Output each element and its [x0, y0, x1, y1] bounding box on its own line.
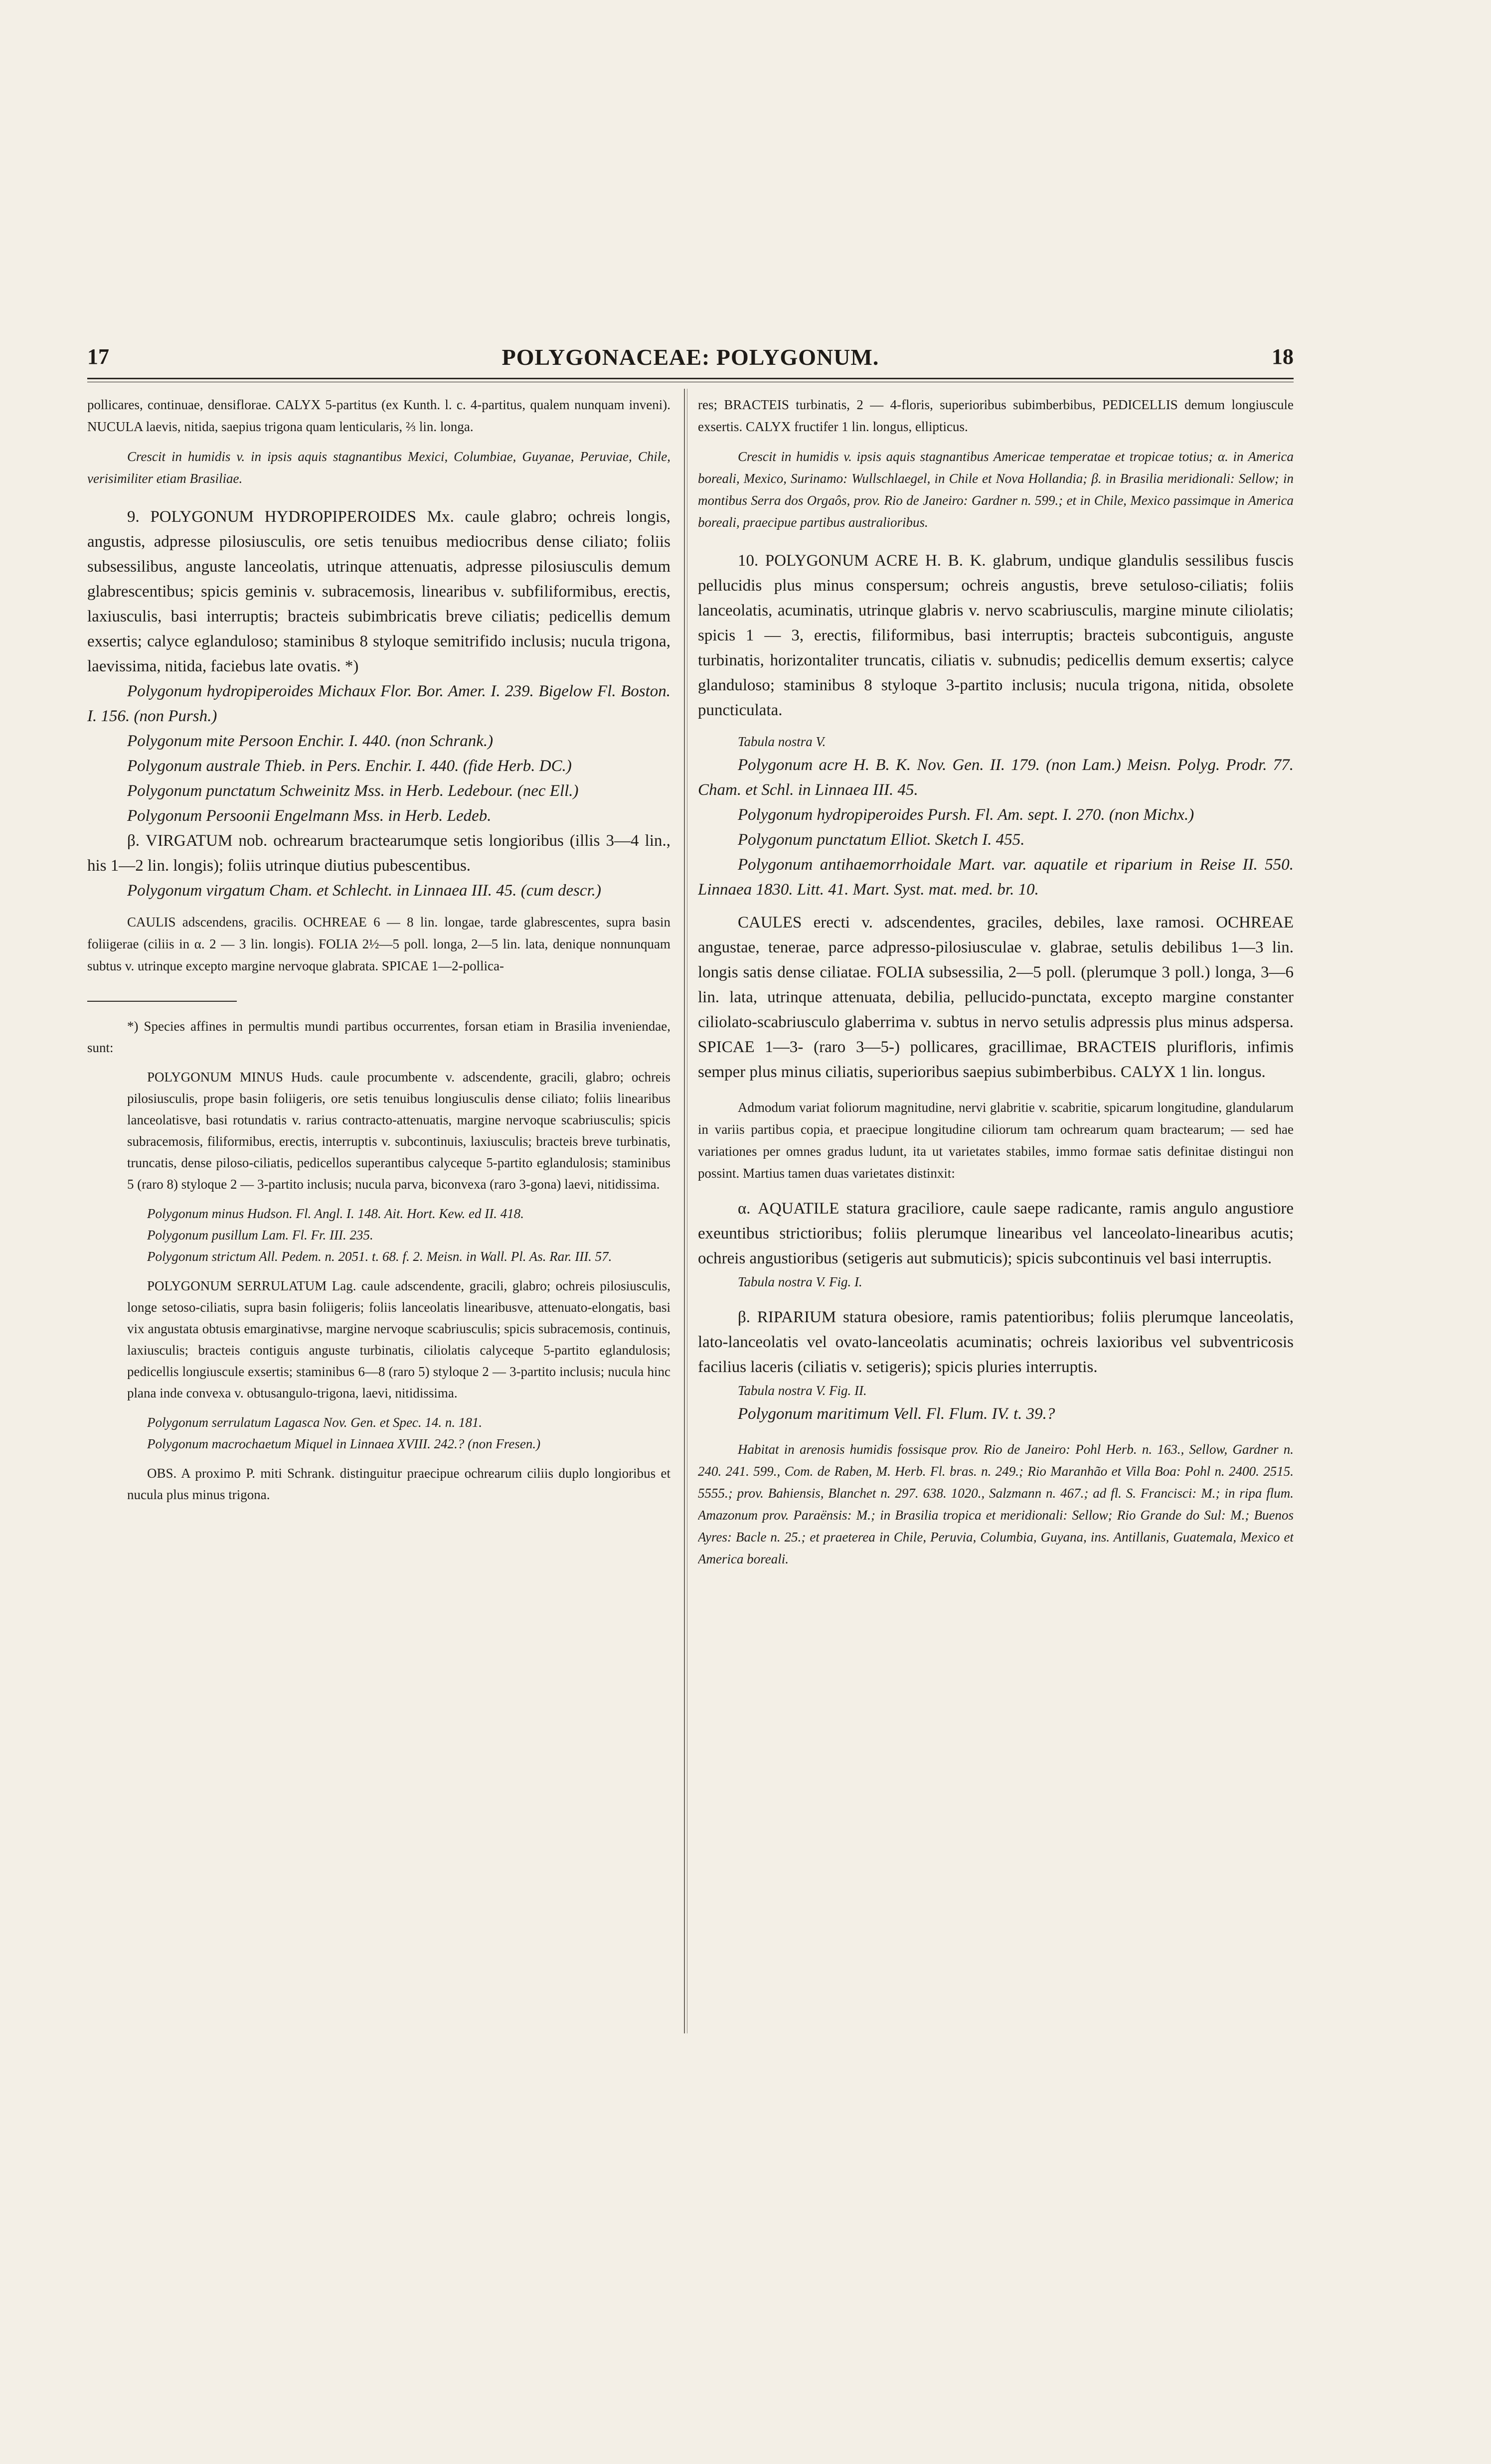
continued-habitat: Crescit in humidis v. in ipsis aquis stagnantibus Mexici, Columbiae, Guyanae, Peruviae, Chile, verisimiliter etiam Brasiliae. [87, 449, 670, 486]
species-10-habitat: Habitat in arenosis humidis fossisque prov. Rio de Janeiro: Pohl Herb. n. 163., Sellow, Gardner n. 240. 241. 599., Com. de Raben, M. Herb. Fl. bras. n. 249.; Rio Maranhão et Villa Boa: Pohl n. 2400. 2515. 5555.; prov. Bahiensis, Blanchet n. 297. 638. 1020., Salzmann n. 467.; ad fl. S. Francisci: M.; in ripa flum. Amazonum prov. Paraënsis: M.; in Brasilia tropica et meridionali: Sellow; Rio Grande do Sul: M.; Buenos Ayres: Bacle n. 25.; et praeterea in Chile, Peruvia, Columbia, Guyana, ins. Antillanis, Guatemala, Mexico et America boreali. [698, 1442, 1294, 1566]
right-column [698, 394, 1294, 1999]
footnote-minus-synonym: Polygonum minus Hudson. Fl. Angl. I. 148. Ait. Hort. Kew. ed II. 418. [147, 1206, 524, 1221]
variety-beta-riparium: β. RIPARIUM statura obesiore, ramis patentioribus; foliis plerumque lanceolatis, lato-lanceolatis vel ovato-lanceolatis acuminatis; ochreis laxioribus vel subventricosis facilius laceris (ciliatis v. setigeris); spicis pluries interruptis. [698, 1308, 1294, 1376]
header-rule [87, 378, 1294, 379]
species-9-entry [87, 504, 670, 679]
footnote-observation: OBS. A proximo P. miti Schrank. distinguitur praecipue ochrearum ciliis duplo longioribus et nucula plus minus trigona. [127, 1466, 670, 1502]
species-9-synonym: Polygonum Persoonii Engelmann Mss. in Herb. Ledeb. [127, 807, 492, 825]
variety-alpha-plate: Tabula nostra V. Fig. I. [738, 1274, 862, 1289]
column-divider [684, 389, 685, 2033]
running-head: POLYGONACEAE: POLYGONUM. [501, 344, 879, 370]
continued-description: pollicares, continuae, densiflorae. CALYX 5-partitus (ex Kunth. l. c. 4-partitus, qualem nunquam inveni). NUCULA laevis, nitida, saepius trigona quam lenticularis, ⅔ lin. longa. [87, 397, 670, 434]
footnote-serrulatum-synonym: Polygonum macrochaetum Miquel in Linnaea XVIII. 242.? (non Fresen.) [147, 1436, 541, 1451]
variety-beta-plate: Tabula nostra V. Fig. II. [738, 1383, 867, 1398]
continued-habitat-right: Crescit in humidis v. ipsis aquis stagnantibus Americae temperatae et tropicae totius; α. in America boreali, Mexico, Surinamo: Wullschlaegel, in Chile et Nova Hollandia; β. in Brasilia meridionali: Sellow; in montibus Serra dos Orgaôs, prov. Rio de Janeiro: Gardner n. 599.; et in Chile, Mexico passimque in America boreali, praecipue partibus australioribus. [698, 449, 1294, 530]
species-9-caulis: CAULIS adscendens, gracilis. OCHREAE 6 — 8 lin. longae, tarde glabrescentes, supra basin foliigerae (ciliis in α. 2 — 3 lin. longis). FOLIA 2½—5 poll. longa, 2—5 lin. lata, denique nonnunquam subtus v. utrinque excepto margine nervoque glabrata. SPICAE 1—2-pollica- [87, 915, 670, 973]
footnote-serrulatum-synonym: Polygonum serrulatum Lagasca Nov. Gen. et Spec. 14. n. 181. [147, 1415, 483, 1430]
species-10-synonym: Polygonum antihaemorrhoidale Mart. var. aquatile et riparium in Reise II. 550. Linnaea 1830. Litt. 41. Mart. Syst. mat. med. br. 10. [698, 856, 1294, 899]
species-9-variety-beta: β. VIRGATUM nob. ochrearum bractearumque setis longioribus (illis 3—4 lin., his 1—2 lin. longis); foliis utrinque diutius pubescentibus. [87, 832, 670, 875]
variety-beta-synonym: Polygonum maritimum Vell. Fl. Flum. IV. t. 39.? [738, 1405, 1055, 1423]
species-9-heading: 9. POLYGONUM HYDROPIPEROIDES Mx. [127, 508, 454, 526]
continued-description-right: res; BRACTEIS turbinatis, 2 — 4-floris, superioribus subimberbibus, PEDICELLIS demum longiuscule exsertis. CALYX fructifer 1 lin. longus, ellipticus. [698, 397, 1294, 434]
footnote-intro: *) Species affines in permultis mundi partibus occurrentes, forsan etiam in Brasilia inveniendae, sunt: [87, 1019, 670, 1055]
species-10-heading: 10. POLYGONUM ACRE H. B. K. [738, 552, 986, 570]
footnote-minus-synonym: Polygonum pusillum Lam. Fl. Fr. III. 235. [147, 1228, 373, 1242]
page-number-left: 17 [87, 344, 109, 369]
species-10-synonym: Polygonum acre H. B. K. Nov. Gen. II. 179. (non Lam.) Meisn. Polyg. Prodr. 77. Cham. et Schl. in Linnaea III. 45. [698, 756, 1294, 799]
species-10-variation-note: Admodum variat foliorum magnitudine, nervi glabritie v. scabritie, spicarum longitudine, glandularum in variis partibus copia, et praecipue longitudine ciliorum tam ochrearum quam bractearum; — sed hae variationes per omnes gradus ludunt, ita ut varietates stabiles, immo formae satis definitae distingui non possint. Martius tamen duas varietates distinxit: [698, 1100, 1294, 1181]
species-9-description: caule glabro; ochreis longis, angustis, adpresse pilosiusculis, ore setis tenuibus mediocribus dense ciliato; foliis subsessilibus, anguste lanceolatis, utrinque attenuatis, adpresse pilosiusculis demum glabrescentibus; spicis geminis v. subracemosis, linearibus v. subfiliformibus, erectis, laxiusculis, basi interruptis; bracteis subimbricatis breve ciliatis; pedicellis demum exsertis; calyce eglanduloso; staminibus 8 styloque semitrifido inclusis; nucula trigona, laevissima, nitida, faciebus late ovatis. *) [87, 508, 670, 675]
footnote-polygonum-serrulatum: POLYGONUM SERRULATUM Lag. caule adscendente, gracili, glabro; ochreis pilosiusculis, longe setoso-ciliatis, supra basin foliigeris; foliis lanceolatis linearibusve, attenuato-elongatis, basi vix angustata obtusis emarginativse, margine nervoque scabriusculis; spicis subracemosis, continuis, laxiusculis; bracteis contiguis anguste turbinatis, ciliolatis calyceque 5-partito eglandulosis; pedicellis longiuscule exsertis; staminibus 6—8 (raro 5) styloque 2 — 3-partito inclusis; nucula hinc plana inde convexa v. obtusangulo-trigona, laevi, nitidissima. [127, 1278, 670, 1400]
footnote-rule [87, 1001, 237, 1002]
page-number-right: 18 [1272, 344, 1294, 369]
footnote-minus-synonym: Polygonum strictum All. Pedem. n. 2051. t. 68. f. 2. Meisn. in Wall. Pl. As. Rar. III. 57. [147, 1249, 612, 1264]
species-9-synonym: Polygonum mite Persoon Enchir. I. 440. (non Schrank.) [127, 732, 494, 750]
species-9-synonym: Polygonum punctatum Schweinitz Mss. in Herb. Ledebour. (nec Ell.) [127, 782, 579, 800]
species-9-synonym: Polygonum australe Thieb. in Pers. Enchir. I. 440. (fide Herb. DC.) [127, 757, 572, 775]
species-10-entry [698, 548, 1294, 723]
variety-alpha-aquatile: α. AQUATILE statura graciliore, caule saepe radicante, ramis angulo angustiore exeuntibus strictioribus; foliis plerumque linearibus vel lanceolato-linearibus acutis; ochreis angustioribus (setigeris aut submuticis); spicis subcontinuis vel basi interruptis. [698, 1200, 1294, 1267]
species-10-plate: Tabula nostra V. [738, 734, 826, 749]
species-10-caules: CAULES erecti v. adscendentes, graciles, debiles, laxe ramosi. OCHREAE angustae, tenerae, parce adpresso-pilosiusculae v. glabrae, setulis debilibus 1—3 lin. longis satis dense ciliatae. FOLIA subsessilia, 2—5 poll. (plerumque 3 poll.) longa, 3—6 lin. lata, utrinque attenuata, debilia, pellucido-punctata, excepto margine constanter ciliolato-scabriusculo glaberrima v. subtus in nervo setulis adpressis plus minus adspersa. SPICAE 1—3- (raro 3—5-) pollicares, gracillimae, BRACTEIS plurifloris, infimis semper plus minus ciliatis, superioribus saepius subimberbibus. CALYX 1 lin. longus. [698, 914, 1294, 1081]
footnote-polygonum-minus: POLYGONUM MINUS Huds. caule procumbente v. adscendente, gracili, glabro; ochreis pilosiusculis, prope basin foliigeris, ore setis tenuibus longiusculis dense ciliato; foliis linearibus lanceolatisve, basi rotundatis v. rarius contracto-attenuatis, margine nervoque scabriusculis; spicis subracemosis, filiformibus, erectis, interruptis v. subcontinuis, laxiusculis; bracteis breve turbinatis, truncatis, dense piloso-ciliatis, pedicellos superantibus calyceque 5-partito eglandulosis; staminibus 5 (raro 8) styloque 2 — 3-partito inclusis; nucula parva, biconvexa (raro 3-gona) laevi, nitidissima. [127, 1070, 670, 1192]
species-9-variety-synonym: Polygonum virgatum Cham. et Schlecht. in Linnaea III. 45. (cum descr.) [127, 882, 602, 900]
page-header [87, 344, 1294, 379]
species-10-synonym: Polygonum punctatum Elliot. Sketch I. 455. [738, 831, 1025, 849]
species-10-description: glabrum, undique glandulis sessilibus fuscis pellucidis plus minus conspersum; ochreis angustis, breve setuloso-ciliatis; foliis lanceolatis, acuminatis, utrinque glabris v. nervo scabriusculis, margine minute ciliolatis; spicis 1 — 3, erectis, filiformibus, basi interruptis; bracteis subcontiguis, anguste turbinatis, horizontaliter truncatis, ciliatis v. subnudis; pedicellis demum exsertis; calyce glanduloso; staminibus 8 styloque 3-partito inclusis; nucula trigona, nitida, obsolete puncticulata. [698, 552, 1294, 719]
species-10-synonym: Polygonum hydropiperoides Pursh. Fl. Am. sept. I. 270. (non Michx.) [738, 806, 1194, 824]
left-column [87, 394, 670, 2028]
species-9-synonym: Polygonum hydropiperoides Michaux Flor. Bor. Amer. I. 239. Bigelow Fl. Boston. I. 156. (non Pursh.) [87, 682, 670, 725]
